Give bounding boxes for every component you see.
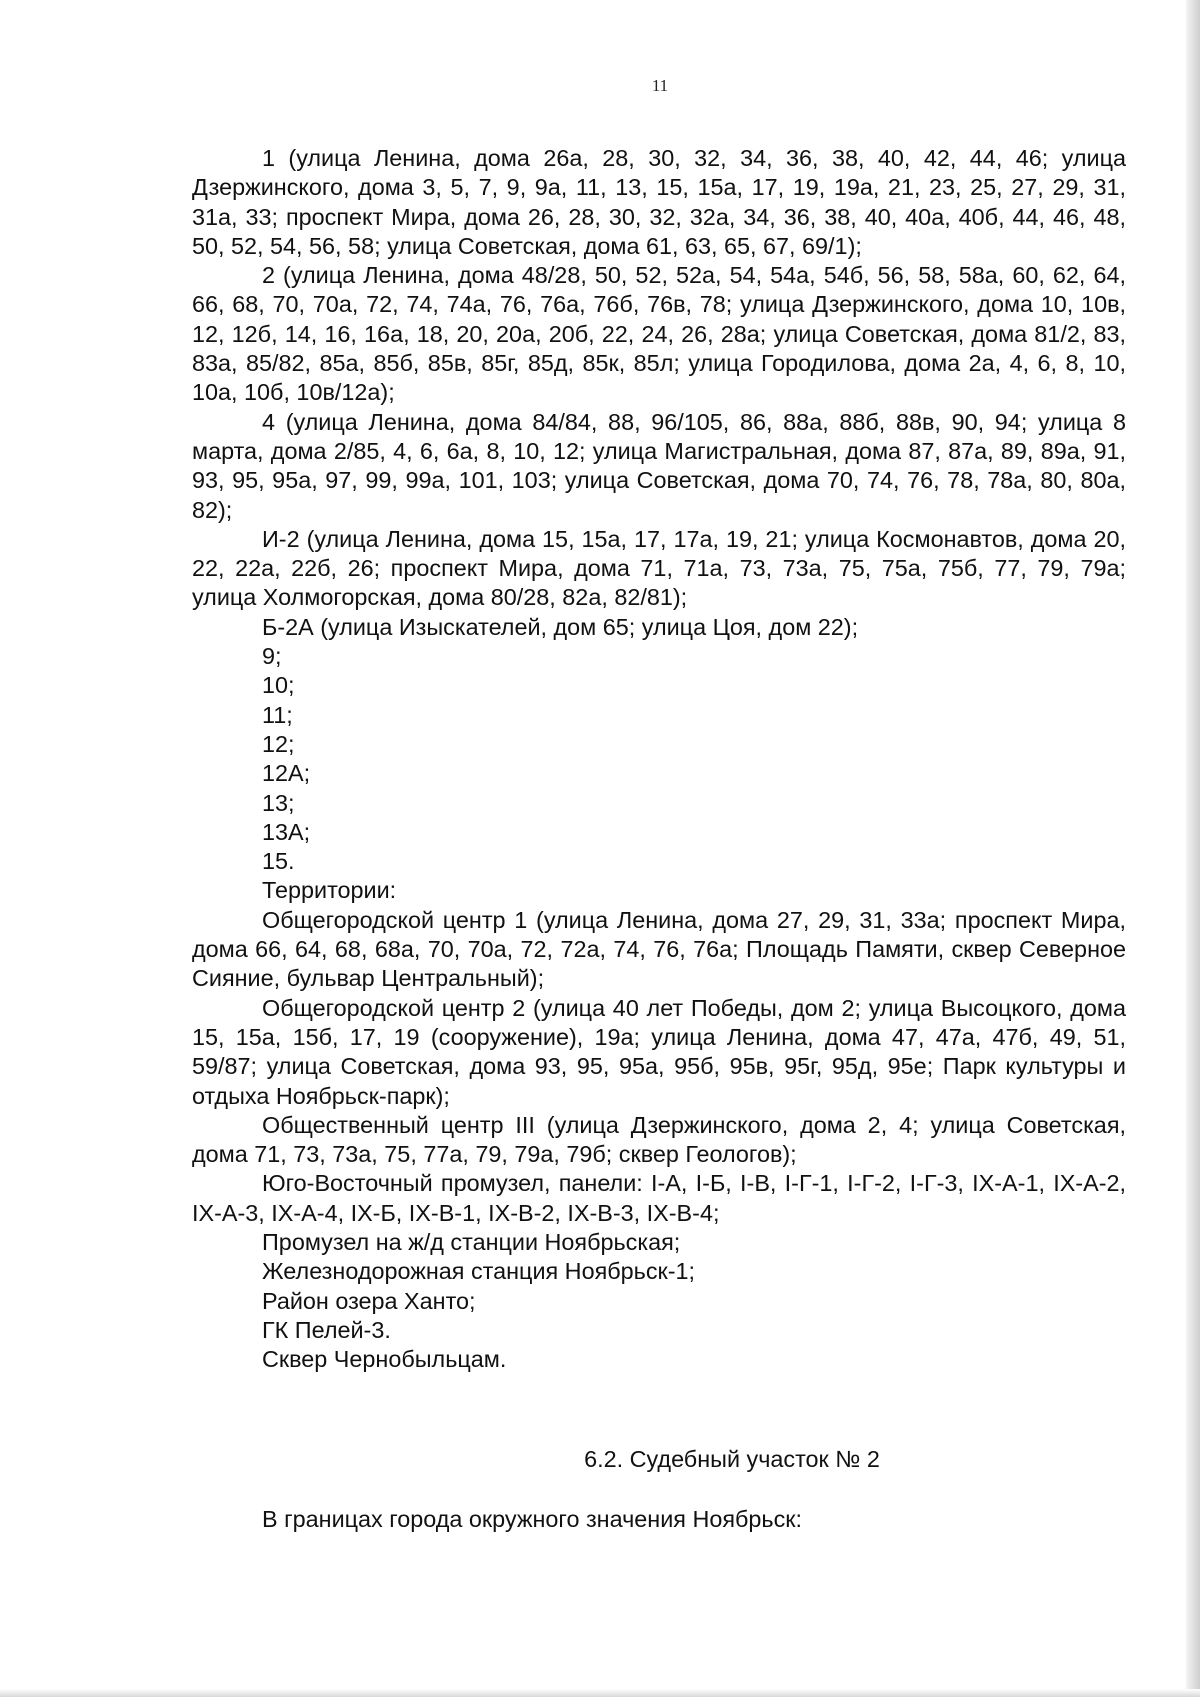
page-bottom-edge <box>0 1689 1200 1697</box>
paragraph-district-4: 4 (улица Ленина, дома 84/84, 88, 96/105, 86, 88а, 88б, 88в, 90, 94; улица 8 марта, дома 2/85, 4, 6, 6а, 8, 10, 12; улица Магистральная, дома 87, 87а, 89, 89а, 91, 93, 95, 95а, 97, 99, 99а, 101, 103; улица Советская, дома 70, 74, 76, 78, 78а, 80, 80а, 82); <box>192 408 1126 523</box>
list-item: 10; <box>262 672 295 699</box>
list-item: 12А; <box>262 760 311 787</box>
territories-heading: Территории: <box>262 877 397 904</box>
paragraph-district-2: 2 (улица Ленина, дома 48/28, 50, 52, 52а, 54, 54а, 54б, 56, 58, 58а, 60, 62, 64, 66, 68, 70, 70а, 72, 74, 74а, 76, 76а, 76б, 76в, 78; улица Дзержинского, дома 10, 10в, 12, 12б, 14, 16, 16а, 18, 20, 20а, 20б, 22, 24, 26, 28а; улица Советская, дома 81/2, 83, 83а, 85/82, 85а, 85б, 85в, 85г, 85д, 85к, 85л; улица Городилова, дома 2а, 4, 6, 8, 10, 10а, 10б, 10в/12а); <box>192 262 1126 406</box>
list-item: 9; <box>262 643 282 670</box>
section-title: 6.2. Судебный участок № 2 <box>584 1446 880 1472</box>
paragraph-district-1: 1 (улица Ленина, дома 26а, 28, 30, 32, 34, 36, 38, 40, 42, 44, 46; улица Дзержинского, дома 3, 5, 7, 9, 9а, 11, 13, 15, 15а, 17, 19, 19а, 21, 23, 25, 27, 29, 31, 31а, 33; проспект Мира, дома 26, 28, 30, 32, 32а, 34, 36, 38, 40, 40а, 40б, 44, 46, 48, 50, 52, 54, 56, 58; улица Советская, дома 61, 63, 65, 67, 69/1); <box>192 145 1126 259</box>
territory-paragraph: Общественный центр III (улица Дзержинского, дома 2, 4; улица Советская, дома 71, 73, 73а, 75, 77а, 79, 79а, 79б; сквер Геологов); <box>192 1111 1126 1168</box>
list-item: 13; <box>262 789 295 816</box>
list-item: 13А; <box>262 818 311 845</box>
territory-paragraph: Общегородской центр 2 (улица 40 лет Победы, дом 2; улица Высоцкого, дома 15, 15а, 15б, 17, 19 (сооружение), 19а; улица Ленина, дома 47, 47а, 47б, 49, 51, 59/87; улица Советская, дома 93, 95, 95а, 95б, 95в, 95г, 95д, 95е; Парк культуры и отдыха Ноябрьск-парк); <box>192 994 1126 1109</box>
paragraph-district-i2: И-2 (улица Ленина, дома 15, 15а, 17, 17а, 19, 21; улица Космонавтов, дома 20, 22, 22а, 22б, 26; проспект Мира, дома 71, 71а, 73, 73а, 75, 75а, 75б, 77, 79, 79а; улица Холмогорская, дома 80/28, 82а, 82/81); <box>192 525 1126 611</box>
list-item: Б-2А (улица Изыскателей, дом 65; улица Цоя, дом 22); <box>262 613 859 640</box>
list-item: 11; <box>262 701 293 728</box>
page-number: 11 <box>651 76 669 95</box>
list-item: Сквер Чернобыльцам. <box>262 1346 507 1373</box>
list-item: Промузел на ж/д станции Ноябрьская; <box>262 1228 681 1255</box>
page-edge-shadow <box>1186 0 1200 1697</box>
list-item: Район озера Ханто; <box>262 1287 476 1314</box>
list-item: 12; <box>262 730 295 757</box>
territory-paragraph: Общегородской центр 1 (улица Ленина, дома 27, 29, 31, 33а; проспект Мира, дома 66, 64, 68, 68а, 70, 70а, 72, 72а, 74, 76, 76а; Площадь Памяти, сквер Северное Сияние, бульвар Центральный); <box>192 906 1126 992</box>
section-intro: В границах города окружного значения Ноябрьск: <box>262 1506 803 1532</box>
list-item: 15. <box>262 848 295 875</box>
document-body <box>192 144 1126 1374</box>
territory-paragraph: Юго-Восточный промузел, панели: I-А, I-Б, I-В, I-Г-1, I-Г-2, I-Г-3, IX-А-1, IX-А-2, IX-А-3, IX-А-4, IX-Б, IX-В-1, IX-В-2, IX-В-3, IX-В-4; <box>192 1170 1126 1226</box>
list-item: ГК Пелей-3. <box>262 1316 391 1343</box>
list-item: Железнодорожная станция Ноябрьск-1; <box>262 1258 696 1285</box>
